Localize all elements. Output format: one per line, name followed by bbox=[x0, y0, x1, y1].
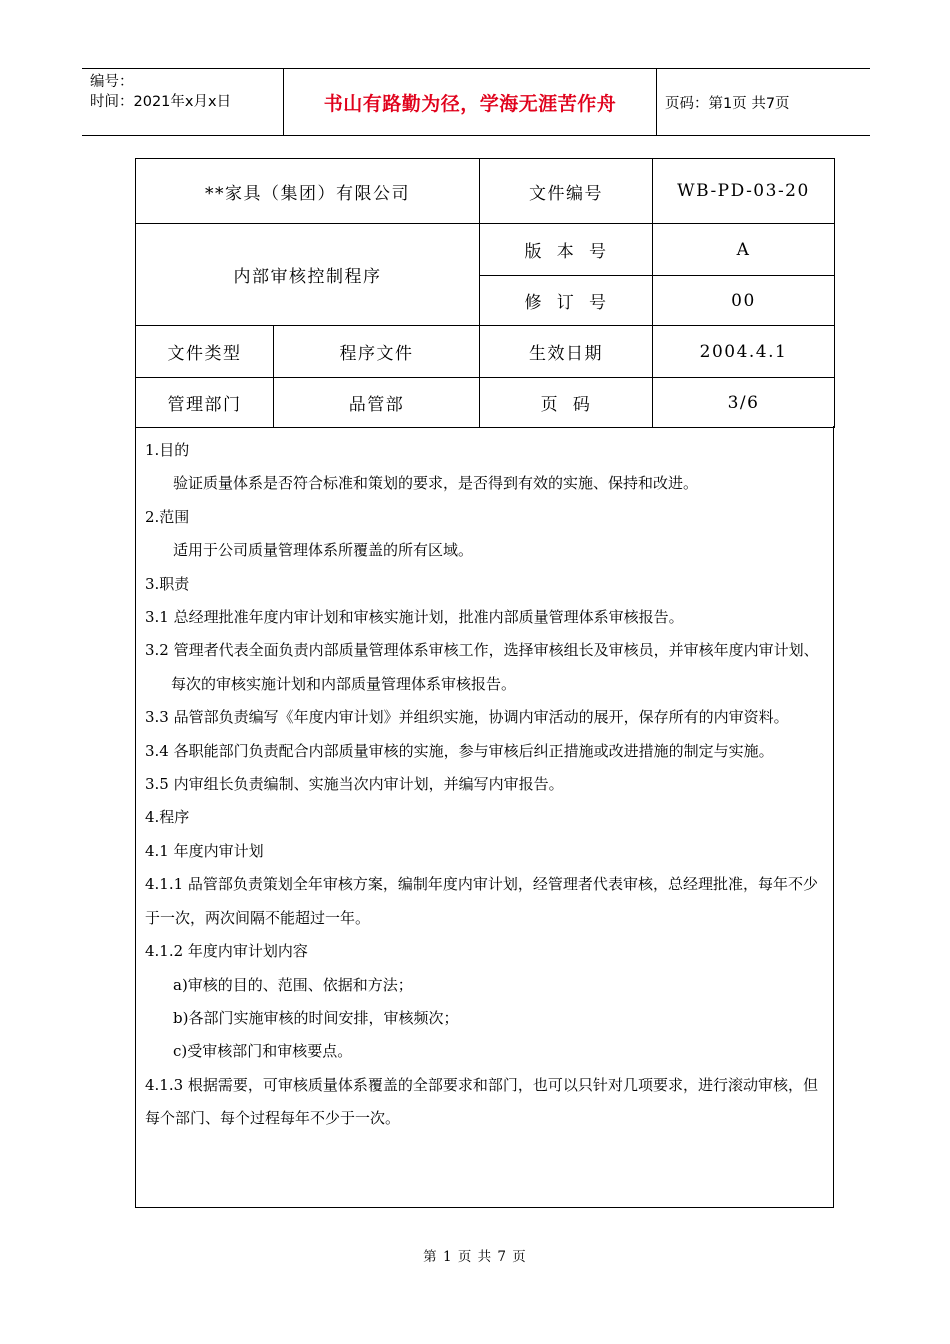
paragraph: 3.4 各职能部门负责配合内部质量审核的实施，参与审核后纠正措施或改进措施的制定与实施。 bbox=[145, 741, 774, 760]
revision-label: 修 订 号 bbox=[480, 276, 653, 326]
header-page-info: 页码：第1页 共7页 bbox=[665, 95, 790, 112]
dept-value: 品管部 bbox=[274, 378, 480, 428]
paragraph: 4.1.1 品管部负责策划全年审核方案，编制年度内审计划，经管理者代表审核，总经理批准，每年不少于一次，两次间隔不能超过一年。 bbox=[145, 875, 818, 927]
doc-title: 内部审核控制程序 bbox=[136, 224, 480, 326]
effective-date-label: 生效日期 bbox=[480, 326, 653, 378]
document-info-table bbox=[135, 158, 835, 428]
doc-number-label: 文件编号 bbox=[480, 159, 653, 224]
page-footer: 第 1 页 共 7 页 bbox=[423, 1249, 527, 1265]
section-heading: 2.范围 bbox=[145, 507, 190, 526]
paragraph: 4.1.3 根据需要，可审核质量体系覆盖的全部要求和部门，也可以只针对几项要求，进行滚动审核，但每个部门、每个过程每年不少于一次。 bbox=[145, 1075, 818, 1128]
dept-label: 管理部门 bbox=[136, 378, 274, 428]
section-heading: 1.目的 bbox=[145, 441, 190, 459]
doc-type-label: 文件类型 bbox=[136, 326, 274, 378]
document-time: 时间：2021年x月x日 bbox=[90, 94, 232, 110]
paragraph: 适用于公司质量管理体系所覆盖的所有区域。 bbox=[173, 541, 474, 560]
page-value: 3/6 bbox=[653, 378, 835, 428]
subsection-heading: 4.1 年度内审计划 bbox=[145, 841, 264, 860]
section-heading: 4.程序 bbox=[145, 808, 190, 827]
revision-value: 00 bbox=[653, 276, 835, 326]
paragraph: 验证质量体系是否符合标准和策划的要求，是否得到有效的实施、保持和改进。 bbox=[173, 474, 699, 493]
doc-number-value: WB-PD-03-20 bbox=[653, 159, 835, 224]
list-item: a)审核的目的、范围、依据和方法； bbox=[173, 975, 413, 994]
company-name: **家具（集团）有限公司 bbox=[136, 159, 480, 224]
paragraph: 3.1 总经理批准年度内审计划和审核实施计划，批准内部质量管理体系审核报告。 bbox=[145, 608, 684, 627]
document-body bbox=[135, 426, 834, 1208]
header-meta bbox=[90, 72, 285, 112]
version-label: 版 本 号 bbox=[480, 224, 653, 276]
list-item: b)各部门实施审核的时间安排，审核频次； bbox=[173, 1008, 459, 1027]
list-item: c)受审核部门和审核要点。 bbox=[173, 1042, 353, 1061]
paragraph: 3.3 品管部负责编写《年度内审计划》并组织实施，协调内审活动的展开，保存所有的内审资料。 bbox=[145, 708, 789, 727]
document-number-label: 编号： bbox=[90, 74, 134, 90]
effective-date-value: 2004.4.1 bbox=[653, 326, 835, 378]
paragraph: 3.2 管理者代表全面负责内部质量管理体系审核工作，选择审核组长及审核员，并审核年度内审计划、每次的审核实施计划和内部质量管理体系审核报告。 bbox=[145, 641, 819, 693]
doc-type-value: 程序文件 bbox=[274, 326, 480, 378]
header-motto: 书山有路勤为径，学海无涯苦作舟 bbox=[283, 69, 657, 135]
page-header bbox=[82, 68, 870, 136]
page-label: 页 码 bbox=[480, 378, 653, 428]
version-value: A bbox=[653, 224, 835, 276]
paragraph: 3.5 内审组长负责编制、实施当次内审计划，并编写内审报告。 bbox=[145, 775, 564, 794]
section-heading: 3.职责 bbox=[145, 574, 190, 593]
subsection-heading: 4.1.2 年度内审计划内容 bbox=[145, 942, 308, 961]
